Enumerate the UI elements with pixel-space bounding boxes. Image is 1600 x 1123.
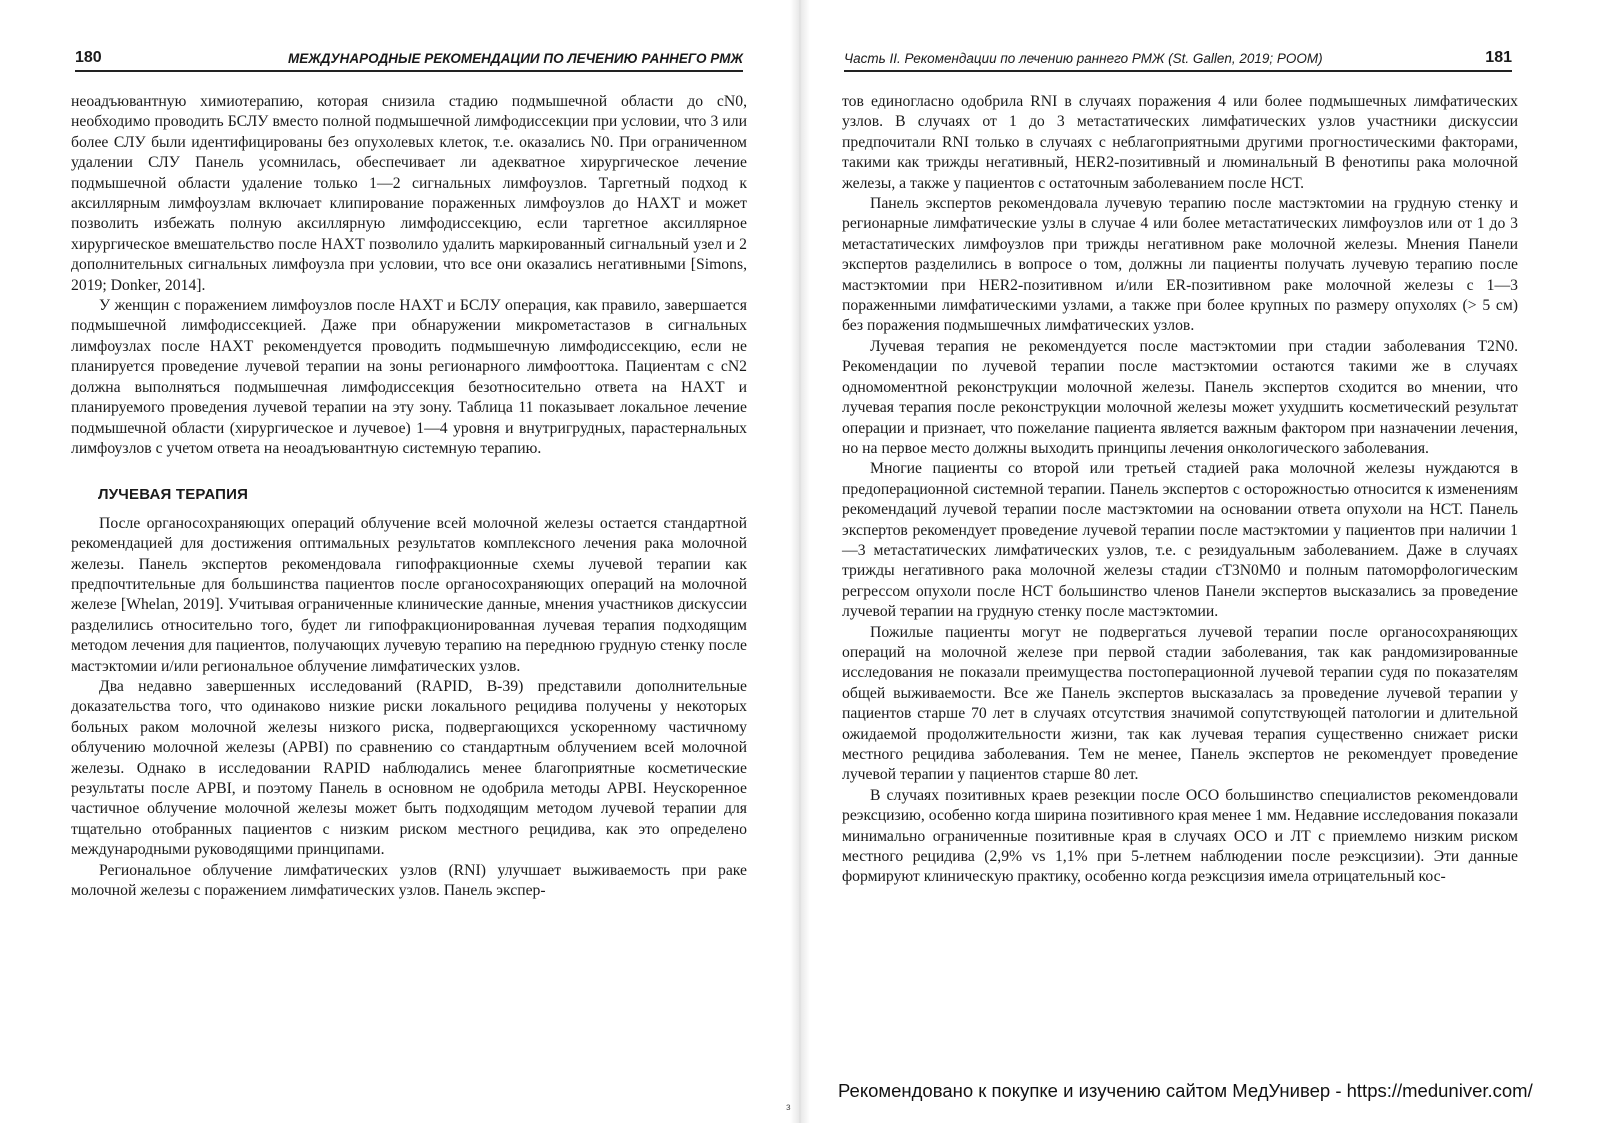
paragraph: тов единогласно одобрила RNI в случаях поражения 4 или более подмышечных лимфатических узлов. В случаях от 1 до 3 метастатических лимфатических узлов участники дискуссии предпочитали RNI только в случаях с неблагоприятными другими прогностическими факторами, такими как трижды негативный, HER2-позитивный и люминальный В фенотипы рака молочной железы, а также у пациентов с остаточным заболеванием после НСТ. — [842, 93, 1518, 192]
right-page-body — [842, 92, 1518, 888]
left-page — [0, 0, 790, 1080]
running-head: МЕЖДУНАРОДНЫЕ РЕКОМЕНДАЦИИ ПО ЛЕЧЕНИЮ РАННЕГО РМЖ — [288, 51, 743, 66]
left-page-header — [75, 44, 743, 72]
right-page — [810, 0, 1600, 1080]
paragraph: Региональное облучение лимфатических узлов (RNI) улучшает выживаемость при раке молочной железы с поражением лимфатических узлов. Панель экспер- — [71, 861, 747, 900]
book-gutter — [790, 0, 810, 1123]
paragraph: Пожилые пациенты могут не подвергаться лучевой терапии после органосохраняющих операций на молочной железе при первой стадии заболевания, так как рандомизированные исследования не показали преимущества постоперационной лучевой терапии судя по показателям общей выживаемости. Все же Панель экспертов высказалась за проведение лучевой терапии у пациентов старше 70 лет в случаях отсутствия значимой сопутствующей патологии и длительной ожидаемой продолжительности жизни, так как лучевая терапия существенно снижает риски местного рецидива заболевания. Тем не менее, Панель экспертов не рекомендует проведение лучевой терапии у пациентов старше 80 лет. — [842, 623, 1518, 784]
paragraph: Два недавно завершенных исследований (RAPID, B-39) представили дополнительные доказательства того, что одинаково низкие риски локального рецидива получены у некоторых больных раком молочной железы низкого риска, подвергающихся ускоренному частичному облучению молочной железы (APBI) по сравнению со стандартным облучением всей молочной железы. Однако в исследовании RAPID наблюдались менее благоприятные косметические результаты после APBI, и поэтому Панель в основном не одобрила методы APBI. Неускоренное частичное облучение молочной железы может быть подходящим методом лучевой терапии для тщательно отобранных пациентов с низким риском местного рецидива, как это определено международными руководящими принципами. — [71, 677, 747, 859]
paragraph: неоадъювантную химиотерапию, которая снизила стадию подмышечной области до cN0, необходимо проводить БСЛУ вместо полной подмышечной лимфодиссекции при условии, что 3 или более СЛУ были идентифицированы без опухолевых клеток, т.е. оказались N0. При ограниченном удалении СЛУ Панель усомнилась, обеспечивает ли адекватное хирургическое лечение подмышечной области удаление только 1—2 сигнальных лимфоузлов. Таргетный подход к аксиллярным лимфоузлам включает клипирование пораженных лимфоузлов до НАХТ и может позволить избежать полную аксиллярную лимфодиссекцию, если таргетное аксиллярное хирургическое вмешательство после НАХТ позволило удалить маркированный сигнальный узел и 2 дополнительных сигнальных лимфоузла при условии, что все они оказались негативными [Simons, 2019; Donker, 2014]. — [71, 93, 747, 294]
paragraph: В случаях позитивных краев резекции после ОСО большинство специалистов рекомендовали реэксцизию, особенно когда ширина позитивного края менее 1 мм. Недавние исследования показали минимально ограниченные позитивные края в случаях ОСО и ЛТ с приемлемо низким риском местного рецидива (2,9% vs 1,1% при 5-летнем наблюдении после реэксцизии). Эти данные формируют клиническую практику, особенно когда реэксцизия имела отрицательный кос- — [842, 786, 1518, 886]
left-page-body — [71, 92, 747, 901]
page-number: 181 — [1485, 49, 1512, 66]
paragraph: Лучевая терапия не рекомендуется после мастэктомии при стадии заболевания T2N0. Рекомендации по лучевой терапии после мастэктомии остаются такими же в случаях одномоментной реконструкции молочной железы. Панель экспертов сходится во мнении, что лучевая терапия после реконструкции молочной железы может ухудшить косметический результат операции и признает, что пожелание пациента является важным фактором при назначении лечения, но на первое место должны выходить принципы лечения онкологического заболевания. — [842, 337, 1518, 457]
paragraph: Панель экспертов рекомендовала лучевую терапию после мастэктомии на грудную стенку и регионарные лимфатические узлы в случае 4 или более метастатических лимфоузлов или от 1 до 3 метастатических лимфоузлов при трижды негативном раке молочной железы. Мнения Панели экспертов разделились в вопросе о том, должны ли пациенты получать лучевую терапию после мастэктомии при HER2-позитивном и/или ER-позитивном раке молочной железы с 1—3 пораженными лимфатическими узлами, а также при более крупных по размеру опухолях (> 5 см) без поражения подмышечных лимфатических узлов. — [842, 195, 1518, 335]
paragraph: У женщин с поражением лимфоузлов после НАХТ и БСЛУ операция, как правило, завершается подмышечной лимфодиссекцией. Даже при обнаружении микрометастазов в сигнальных лимфоузлах после НАХТ рекомендуется проводить подмышечную лимфодиссекцию, если не планируется проведение лучевой терапии на зоны регионарного лимфооттока. Пациентам с cN2 должна выполняться подмышечная лимфодиссекция безотносительно ответа на НАХТ и планируемого проведения лучевой терапии на эту зону. Таблица 11 показывает локальное лечение подмышечной области (хирургическое и лучевое) 1—4 уровня и внутригрудных, парастернальных лимфоузлов с учетом ответа на неоадъювантную системную терапию. — [71, 297, 747, 457]
page-number: 180 — [75, 49, 102, 66]
right-page-header — [844, 44, 1512, 72]
paragraph: Многие пациенты со второй или третьей стадией рака молочной железы нуждаются в предоперационной системной терапии. Панель экспертов с осторожностью относится к изменениям рекомендаций лучевой терапии после мастэктомии на основании ответа опухоли на НСТ. Панель экспертов рекомендует проведение лучевой терапии после мастэктомии у пациентов при наличии 1—3 метастатических лимфатических узлов, т.е. с резидуальным заболеванием. Даже в случаях трижды негативного рака молочной железы стадии cT3N0M0 и полным патоморфологическим регрессом опухоли после НСТ большинство членов Панели экспертов высказались за проведение лучевой терапии на грудную стенку после мастэктомии. — [842, 460, 1518, 621]
running-head: Часть II. Рекомендации по лечению раннего РМЖ (St. Gallen, 2019; POOM) — [844, 51, 1323, 66]
paragraph: После органосохраняющих операций облучение всей молочной железы остается стандартной рекомендацией для достижения оптимальных результатов комплексного лечения рака молочной железы. Панель экспертов рекомендовала гипофракционные схемы лучевой терапии как предпочтительные для большинства пациентов после органосохраняющих операций на молочной железе [Whelan, 2019]. Учитывая ограниченные клинические данные, мнения участников дискуссии разделились относительно того, будет ли гипофракционированная лучевая терапия подходящим методом лечения для пациентов, получающих лучевую терапию на переднюю грудную стенку после мастэктомии и/или региональное облучение лимфатических узлов. — [71, 514, 747, 675]
gutter-mark: з — [786, 1102, 791, 1113]
section-heading: ЛУЧЕВАЯ ТЕРАПИЯ — [98, 486, 249, 504]
watermark-text: Рекомендовано к покупке и изучению сайтом МедУнивер - https://meduniver.com/ — [838, 1080, 1533, 1101]
